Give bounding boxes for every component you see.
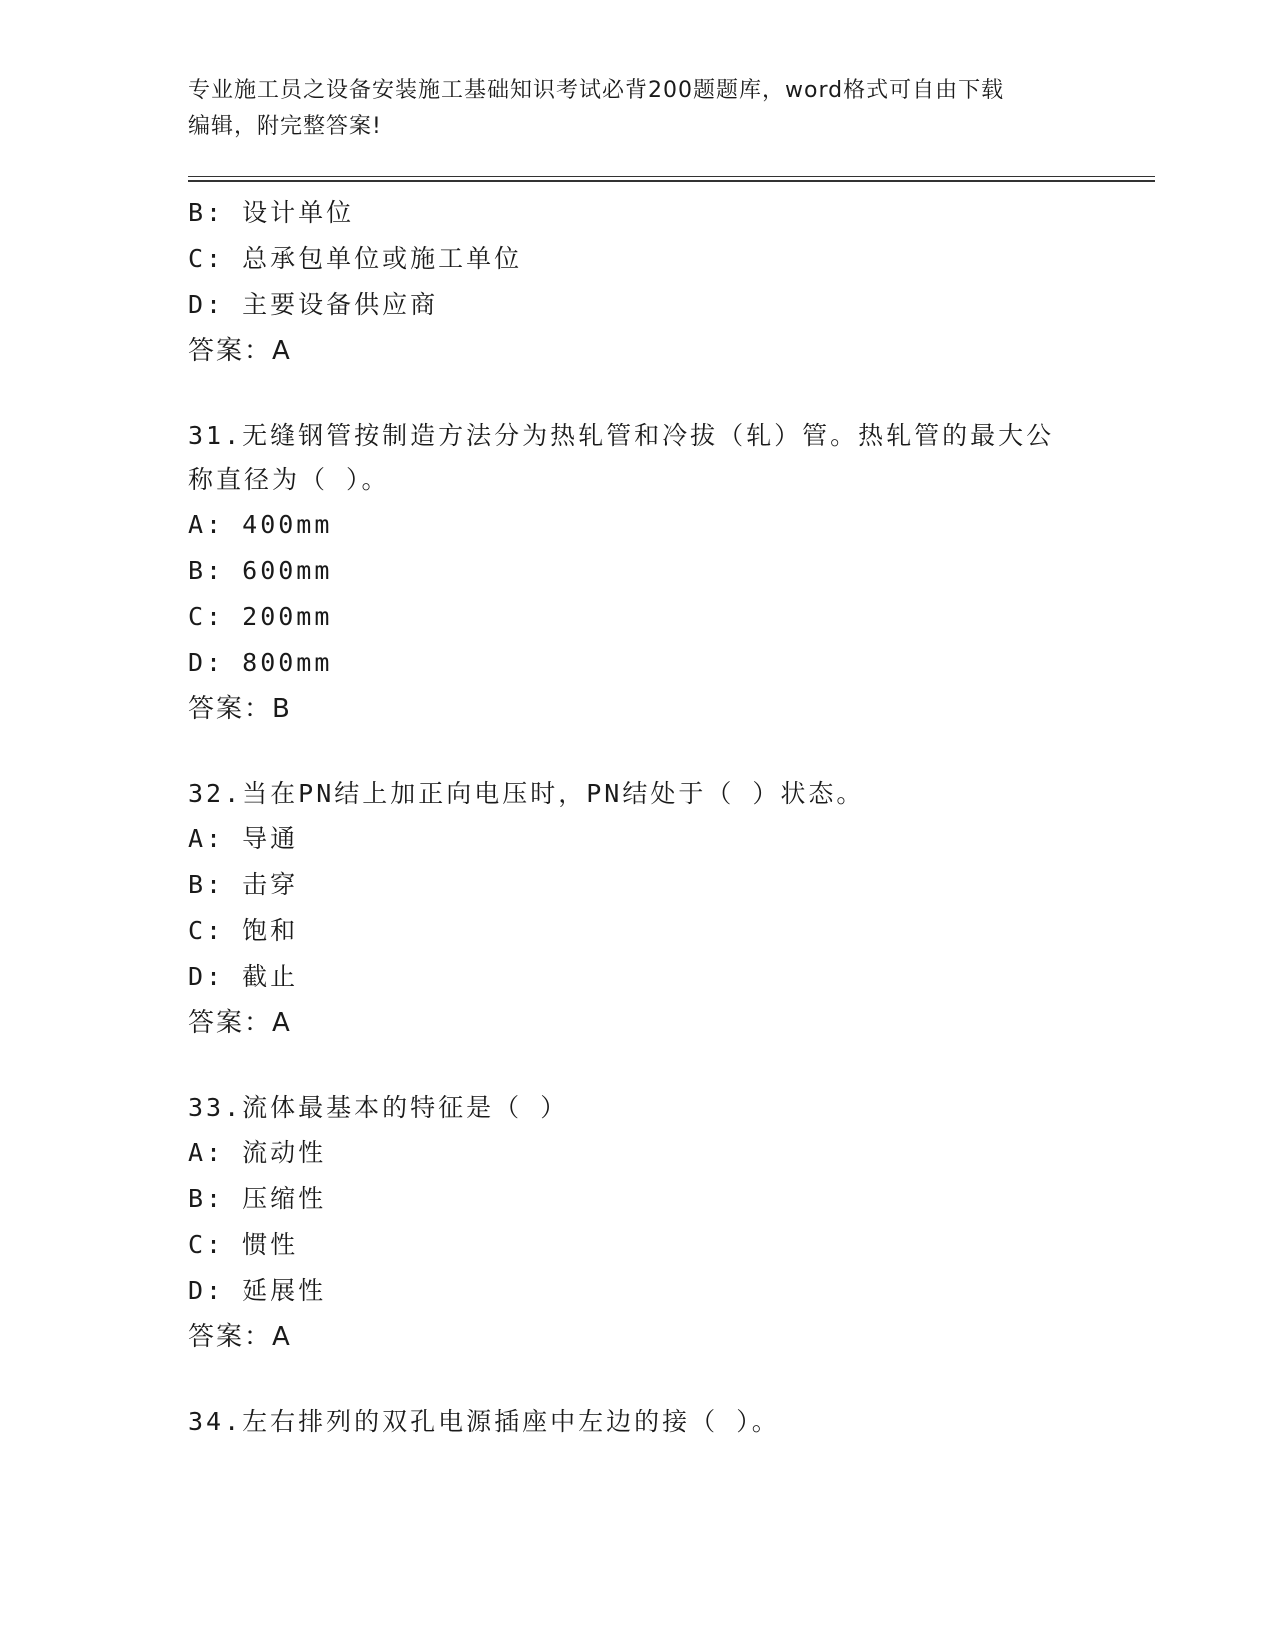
question-32 bbox=[188, 772, 1088, 1046]
question-33 bbox=[188, 1086, 1088, 1360]
question-stem: 32.当在PN结上加正向电压时，PN结处于（ ）状态。 bbox=[188, 779, 865, 808]
question-stem: 31.无缝钢管按制造方法分为热轧管和冷拔（轧）管。热轧管的最大公 bbox=[188, 421, 1055, 450]
option-c: C: 200mm bbox=[188, 602, 333, 631]
option-d: D: 截止 bbox=[188, 962, 299, 991]
question-stem: 34.左右排列的双孔电源插座中左边的接（ ）。 bbox=[188, 1407, 780, 1436]
header-divider-thin bbox=[188, 176, 1155, 177]
option-a: A: 导通 bbox=[188, 824, 299, 853]
option-b: B: 设计单位 bbox=[188, 198, 355, 227]
answer-label: 答案：A bbox=[188, 1322, 292, 1352]
option-a: A: 流动性 bbox=[188, 1138, 327, 1167]
spacer bbox=[188, 1360, 1088, 1400]
question-stem: 33.流体最基本的特征是（ ） bbox=[188, 1093, 569, 1122]
document-header bbox=[188, 73, 1078, 145]
answer-label: 答案：A bbox=[188, 1008, 292, 1038]
option-b: B: 压缩性 bbox=[188, 1184, 327, 1213]
header-line-2: 编辑，附完整答案! bbox=[188, 114, 382, 139]
answer-label: 答案：B bbox=[188, 694, 292, 724]
option-b: B: 600mm bbox=[188, 556, 333, 585]
question-30-tail bbox=[188, 190, 1088, 374]
option-b: B: 击穿 bbox=[188, 870, 299, 899]
option-d: D: 主要设备供应商 bbox=[188, 290, 439, 319]
option-a: A: 400mm bbox=[188, 510, 333, 539]
answer-label: 答案：A bbox=[188, 336, 292, 366]
question-list bbox=[188, 190, 1088, 1444]
option-c: C: 惯性 bbox=[188, 1230, 299, 1259]
option-d: D: 延展性 bbox=[188, 1276, 327, 1305]
header-divider-thick bbox=[188, 180, 1155, 182]
question-31 bbox=[188, 414, 1088, 732]
option-c: C: 总承包单位或施工单位 bbox=[188, 244, 523, 273]
option-d: D: 800mm bbox=[188, 648, 333, 677]
question-34 bbox=[188, 1400, 1088, 1444]
spacer bbox=[188, 732, 1088, 772]
question-stem: 称直径为（ ）。 bbox=[188, 465, 390, 494]
spacer bbox=[188, 1046, 1088, 1086]
header-line-1: 专业施工员之设备安装施工基础知识考试必背200题题库，word格式可自由下载 bbox=[188, 78, 1005, 103]
spacer bbox=[188, 374, 1088, 414]
option-c: C: 饱和 bbox=[188, 916, 299, 945]
